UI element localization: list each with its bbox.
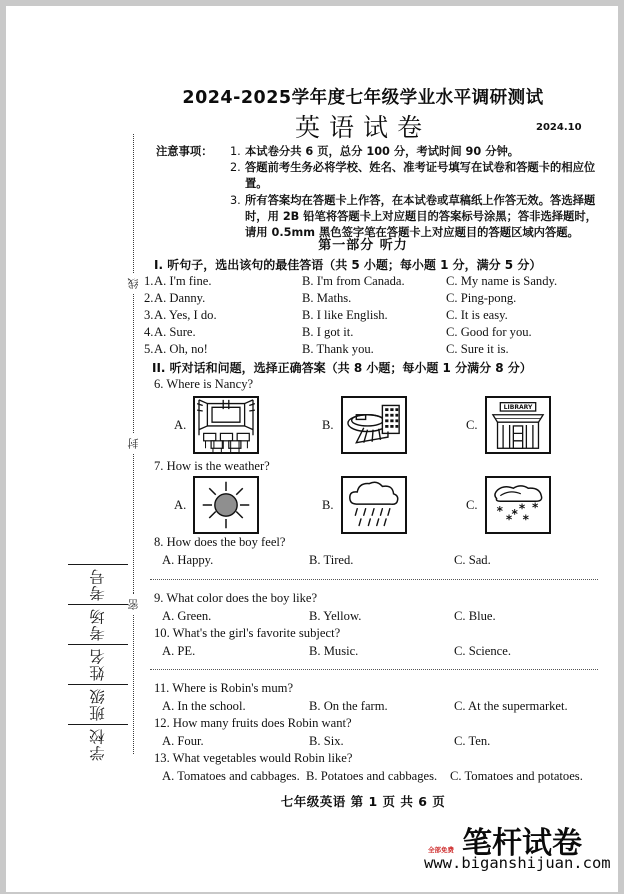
q6-option-c[interactable] [466,396,551,454]
rain-cloud-icon [341,476,407,534]
q3-option-c[interactable]: C. It is easy. [446,308,508,322]
q12-option-a[interactable]: A. Four. [162,734,204,748]
q6-option-b-letter: B. [322,417,334,432]
part-one-title: 第一部分 听力 [318,238,408,253]
q13-option-a[interactable]: A. Tomatoes and cabbages. [162,769,300,783]
q13-option-c[interactable]: C. Tomatoes and potatoes. [450,769,583,783]
exam-page [6,6,618,892]
notice-item-text: 所有答案均在答题卡上作答，在本试卷或草稿纸上作答无效。答选择题时，用 2B 铅笔将答题卡上对应题目的答案标号涂黑；答非选择题时，请用 0.5mm 黑色签字笔在答题卡上对应题目的答题区域内答题。 [245,193,597,240]
seal-field-examnum: 考号 [89,568,107,601]
sealing-margin [6,6,140,892]
q4-option-c[interactable]: C. Good for you. [446,325,532,339]
question-10-stem: 10. What's the girl's favorite subject? [154,626,341,640]
q12-option-b[interactable]: B. Six. [309,734,344,748]
q8-option-b[interactable]: B. Tired. [309,553,354,567]
seal-char-xian: 线 [127,278,140,290]
q7-option-b[interactable] [322,476,407,534]
seal-char-feng: 封 [127,438,140,450]
q1-option-a[interactable]: A. I'm fine. [154,274,212,288]
seal-field-class: 班级 [89,688,107,721]
notice-label: 注意事项： [156,145,213,158]
q12-option-c[interactable]: C. Ten. [454,734,491,748]
dotted-segment-3 [134,294,135,433]
q8-option-c[interactable]: C. Sad. [454,553,491,567]
svg-text:*: * [522,512,529,527]
q4-option-b[interactable]: B. I got it. [302,325,354,339]
dotted-segment-1 [134,615,135,754]
svg-text:*: * [531,500,538,515]
notice-item-text: 答题前考生务必将学校、姓名、准考证号填写在试卷和答题卡的相应位置。 [245,161,596,191]
library-building-icon [485,396,551,454]
q1-option-c[interactable]: C. My name is Sandy. [446,274,558,288]
q6-option-c-letter: C. [466,417,478,432]
q7-option-c-letter: C. [466,497,478,512]
notice-item-number: 3. [230,193,241,207]
sunny-icon [193,476,259,534]
q5-option-a[interactable]: A. Oh, no! [154,342,208,356]
q6-option-b[interactable] [322,396,407,454]
q11-option-a[interactable]: A. In the school. [162,699,246,713]
q9-option-a[interactable]: A. Green. [162,609,212,623]
page-footer: 七年级英语 第 1 页 共 6 页 [280,794,446,809]
seal-field-line [78,121,118,761]
seal-dotted-line [114,134,154,754]
q2-option-c[interactable]: C. Ping-pong. [446,291,517,305]
q9-option-b[interactable]: B. Yellow. [309,609,362,623]
q11-option-b[interactable]: B. On the farm. [309,699,388,713]
q7-option-a-letter: A. [174,497,187,512]
question-7-options [154,476,599,538]
q3-option-b[interactable]: B. I like English. [302,308,388,322]
stadium-building-icon [341,396,407,454]
q5-option-b[interactable]: B. Thank you. [302,342,374,356]
q10-option-c[interactable]: C. Science. [454,644,512,658]
question-12-stem: 12. How many fruits does Robin want? [154,716,352,730]
question-8-stem: 8. How does the boy feel? [154,535,286,549]
watermark-url: www.biganshijuan.com [424,854,611,872]
q7-option-a[interactable] [174,476,259,534]
question-6-options [154,396,599,458]
library-sign-text: LIBRARY [503,404,532,412]
notice-list [230,144,601,241]
q11-option-c[interactable]: C. At the supermarket. [454,699,568,713]
classroom-icon [193,396,259,454]
notice-block [156,144,601,241]
seal-field-name: 姓名 [89,648,107,681]
q7-option-b-letter: B. [322,497,334,512]
q7-option-c[interactable] [466,476,551,534]
q6-option-a-letter: A. [174,417,187,432]
q13-option-b[interactable]: B. Potatoes and cabbages. [306,769,438,783]
notice-item [230,144,601,160]
notice-item [230,160,601,192]
q10-option-a[interactable]: A. PE. [162,644,196,658]
q2-option-a[interactable]: A. Danny. [154,291,206,305]
q5-option-c[interactable]: C. Sure it is. [446,342,509,356]
section-heading-2: II. 听对话和问题，选择正确答案（共 8 小题；每小题 1 分满分 8 分） [152,361,532,375]
q1-option-b[interactable]: B. I'm from Canada. [302,274,405,288]
dotted-segment-2 [134,455,135,594]
q2-number: 2. [144,291,154,305]
section-divider-2 [150,669,598,670]
q9-option-c[interactable]: C. Blue. [454,609,496,623]
q4-number: 4. [144,325,154,339]
svg-text:*: * [518,501,525,516]
svg-text:*: * [505,512,512,527]
q10-option-b[interactable]: B. Music. [309,644,359,658]
svg-text:*: * [511,507,518,522]
q1-number: 1. [144,274,154,288]
watermark-free-badge: 全部免费 [428,846,454,854]
question-7-stem: 7. How is the weather? [154,459,270,473]
svg-text:*: * [496,504,503,519]
subject-title: 英语试卷 [294,113,431,142]
question-9-stem: 9. What color does the boy like? [154,591,318,605]
notice-item-text: 本试卷分共 6 页，总分 100 分，考试时间 90 分钟。 [245,145,520,158]
q2-option-b[interactable]: B. Maths. [302,291,352,305]
q4-option-a[interactable]: A. Sure. [154,325,196,339]
notice-item-number: 1. [230,145,241,158]
q5-number: 5. [144,342,154,356]
q6-option-a[interactable] [174,396,259,454]
exam-date: 2024.10 [536,122,582,133]
seal-field-room: 考场 [89,608,107,641]
watermark-brand: 笔杆试卷 [462,826,582,861]
seal-field-school: 学校 [89,728,107,761]
section-divider-1 [150,579,598,580]
section-heading-1: I. 听句子，选出该句的最佳答语（共 5 小题；每小题 1 分，满分 5 分） [154,258,542,272]
q3-number: 3. [144,308,154,322]
q3-option-a[interactable]: A. Yes, I do. [154,308,217,322]
question-11-stem: 11. Where is Robin's mum? [154,681,294,695]
question-13-stem: 13. What vegetables would Robin like? [154,751,353,765]
q8-option-a[interactable]: A. Happy. [162,553,214,567]
seal-char-mi: 密 [127,598,140,610]
question-6-stem: 6. Where is Nancy? [154,377,254,391]
notice-item-number: 2. [230,161,241,175]
page-title: 2024-2025学年度七年级学业水平调研测试 [182,88,544,108]
watermark [424,818,618,888]
snow-cloud-icon [485,476,551,534]
